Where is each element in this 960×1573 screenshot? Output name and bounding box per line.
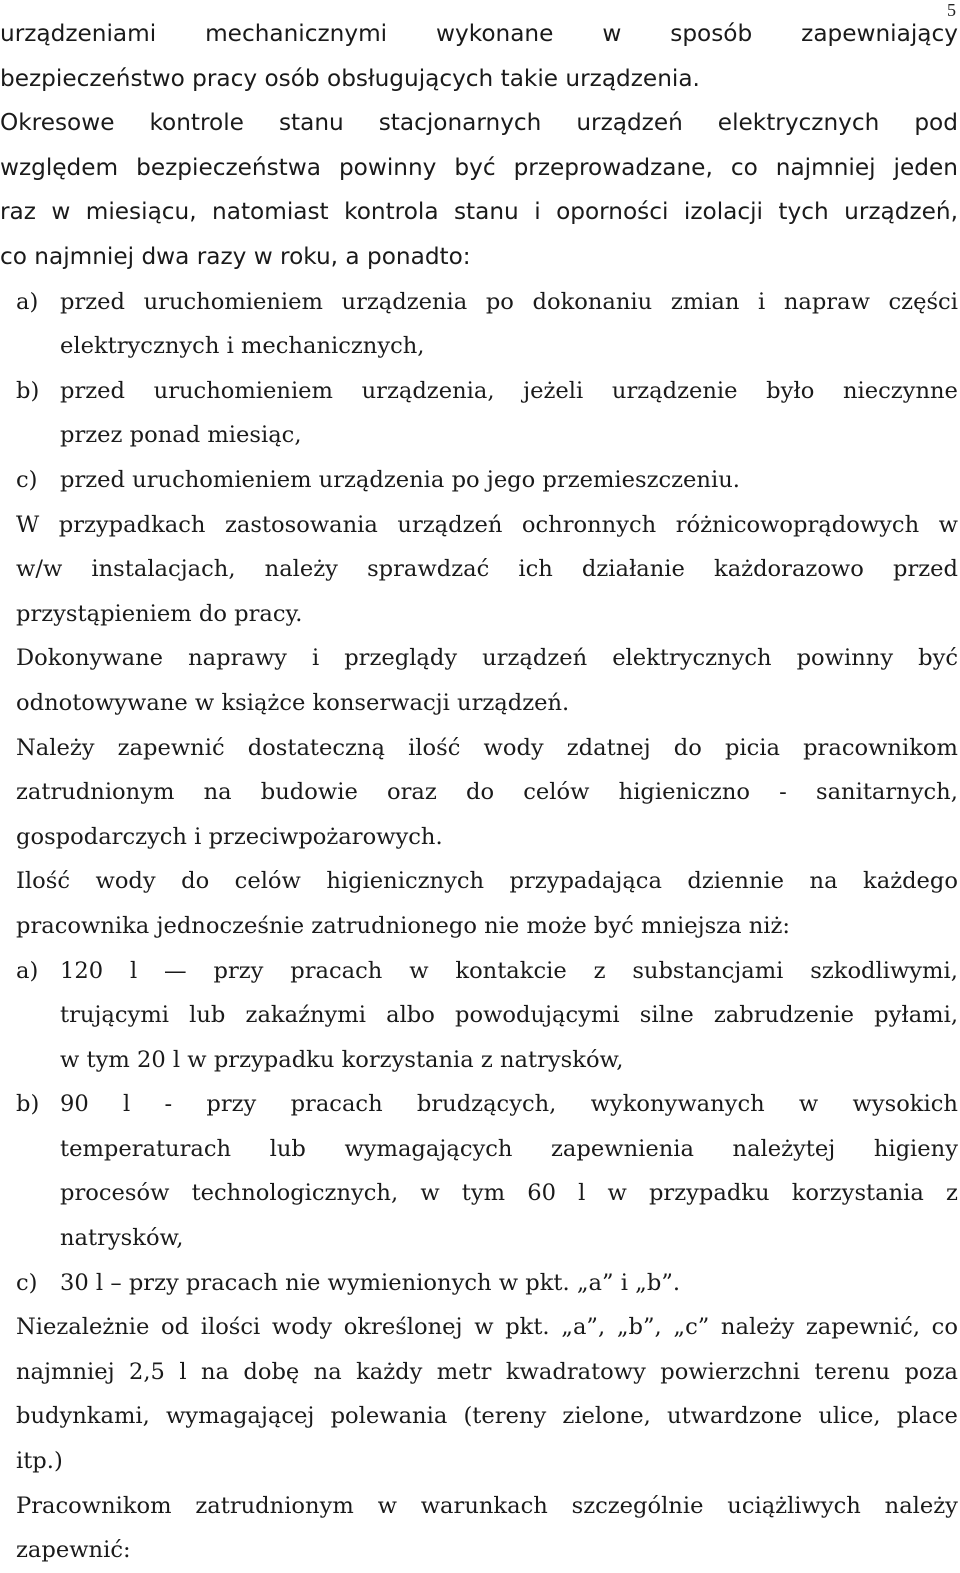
word: 90 bbox=[60, 1091, 89, 1118]
word: jeżeli bbox=[523, 377, 584, 404]
word: i bbox=[311, 645, 320, 672]
word: przeglądy bbox=[344, 645, 458, 672]
text-line bbox=[0, 146, 958, 191]
text-line bbox=[16, 770, 958, 815]
word: było bbox=[766, 377, 815, 404]
word: wymagających bbox=[344, 1135, 513, 1162]
word: powodującymi bbox=[455, 1002, 620, 1029]
word: należy bbox=[720, 1314, 795, 1341]
word: przed bbox=[60, 377, 126, 404]
word: określonej bbox=[343, 1314, 463, 1341]
word: celów bbox=[234, 868, 301, 895]
word: poza bbox=[904, 1358, 958, 1385]
list-item bbox=[0, 369, 958, 458]
word: metr bbox=[436, 1358, 492, 1385]
word: pracownikom bbox=[803, 734, 958, 761]
word: brudzących, bbox=[416, 1091, 557, 1118]
word: wymagającej bbox=[165, 1403, 315, 1430]
text-line: bezpieczeństwo pracy osób obsługujących takie urządzenia. bbox=[0, 64, 700, 92]
word: powinny bbox=[796, 645, 894, 672]
serif-section bbox=[0, 280, 958, 1573]
text-line bbox=[16, 726, 958, 771]
word: polewania bbox=[330, 1403, 448, 1430]
sans-section bbox=[0, 12, 958, 280]
text-line: elektrycznych i mechanicznych, bbox=[60, 333, 425, 360]
word: uruchomieniem bbox=[143, 288, 323, 315]
text-line bbox=[16, 1350, 958, 1395]
word: od bbox=[161, 1314, 190, 1341]
list-marker: a) bbox=[16, 957, 39, 984]
word: z bbox=[945, 1180, 958, 1207]
text-line: w tym 20 l w przypadku korzystania z natrysków, bbox=[60, 1046, 624, 1073]
word: oporności bbox=[556, 198, 669, 226]
text-line: przez ponad miesiąc, bbox=[60, 422, 302, 449]
word: szkodliwymi, bbox=[810, 957, 958, 984]
word: części bbox=[888, 288, 958, 315]
word: bezpieczeństwa bbox=[136, 153, 321, 181]
word: zabrudzenie bbox=[713, 1002, 854, 1029]
word: Należy bbox=[16, 734, 95, 761]
text-line bbox=[60, 1082, 958, 1127]
word: 120 bbox=[60, 957, 104, 984]
word: celów bbox=[523, 779, 590, 806]
word: 2,5 bbox=[129, 1358, 165, 1385]
text-line: gospodarczych i przeciwpożarowych. bbox=[16, 823, 443, 850]
text-line: natrysków, bbox=[60, 1225, 184, 1252]
word: co bbox=[730, 153, 758, 181]
word: każdego bbox=[863, 868, 958, 895]
word: technologicznych, bbox=[191, 1180, 399, 1207]
word: do bbox=[181, 868, 210, 895]
word: wysokich bbox=[852, 1091, 958, 1118]
word: albo bbox=[386, 1002, 435, 1029]
word: higienicznych bbox=[326, 868, 485, 895]
word: wody bbox=[95, 868, 156, 895]
word: najmniej bbox=[775, 153, 876, 181]
word: lub bbox=[269, 1135, 306, 1162]
text-line bbox=[16, 547, 958, 592]
word: zielone, bbox=[562, 1403, 651, 1430]
word: kontrole bbox=[149, 109, 244, 137]
list-item bbox=[0, 949, 958, 1083]
word: przed bbox=[892, 556, 958, 583]
list-marker: b) bbox=[16, 1091, 40, 1118]
word: pyłami, bbox=[874, 1002, 958, 1029]
word: tych bbox=[778, 198, 829, 226]
word: l bbox=[123, 1091, 131, 1118]
word: silne bbox=[639, 1002, 694, 1029]
word: powinny bbox=[338, 153, 437, 181]
word: urządzeń bbox=[576, 109, 683, 137]
word: trującymi bbox=[60, 1002, 169, 1029]
word: „a”, bbox=[561, 1314, 606, 1341]
word: przy bbox=[213, 957, 264, 984]
text-line bbox=[60, 369, 958, 414]
text-line bbox=[0, 12, 958, 57]
word: zastosowania bbox=[224, 511, 378, 538]
word: zapewniający bbox=[801, 20, 958, 47]
text-line bbox=[0, 190, 958, 235]
list-item bbox=[0, 1261, 958, 1306]
word: raz bbox=[0, 198, 36, 226]
text-line: przed uruchomieniem urządzenia po jego przemieszczeniu. bbox=[60, 466, 740, 493]
word: względem bbox=[0, 153, 119, 181]
word: urządzenia bbox=[341, 288, 468, 315]
text-line: 30 l – przy pracach nie wymienionych w pkt. „a” i „b”. bbox=[60, 1269, 681, 1296]
word: w bbox=[798, 1091, 819, 1118]
text-line: przystąpieniem do pracy. bbox=[16, 600, 303, 627]
word: natomiast bbox=[212, 198, 329, 226]
word: dostateczną bbox=[247, 734, 385, 761]
word: przypadku bbox=[648, 1180, 770, 1207]
text-line bbox=[16, 1394, 958, 1439]
list-marker: c) bbox=[16, 466, 38, 493]
text-line: co najmniej dwa razy w roku, a ponadto: bbox=[0, 242, 471, 270]
word: procesów bbox=[60, 1180, 170, 1207]
word: Dokonywane bbox=[16, 645, 164, 672]
word: w bbox=[377, 1492, 397, 1519]
word: napraw bbox=[783, 288, 870, 315]
word: każdorazowo bbox=[714, 556, 864, 583]
word: różnicowoprądowych bbox=[675, 511, 920, 538]
text-line: itp.) bbox=[16, 1448, 63, 1475]
text-line bbox=[60, 1171, 958, 1216]
word: temperaturach bbox=[60, 1135, 232, 1162]
word: pracach bbox=[290, 957, 383, 984]
text-line bbox=[16, 636, 958, 681]
word: zatrudnionym bbox=[16, 779, 175, 806]
word: w bbox=[474, 1314, 494, 1341]
word: co bbox=[931, 1314, 958, 1341]
word: pod bbox=[914, 109, 958, 137]
word: kwadratowy bbox=[505, 1358, 646, 1385]
text-line bbox=[60, 280, 958, 325]
word: terenu bbox=[814, 1358, 891, 1385]
text-line bbox=[60, 1127, 958, 1172]
word: zapewnić, bbox=[805, 1314, 921, 1341]
word: sprawdzać bbox=[367, 556, 490, 583]
word: kontrola bbox=[344, 198, 439, 226]
word: mechanicznymi bbox=[205, 20, 388, 47]
word: ochronnych bbox=[521, 511, 657, 538]
word: ilość bbox=[408, 734, 461, 761]
word: na bbox=[203, 779, 232, 806]
word: w bbox=[420, 1180, 440, 1207]
word: zmian bbox=[670, 288, 740, 315]
word: pkt. bbox=[505, 1314, 550, 1341]
word: wykonane bbox=[436, 20, 554, 47]
list-marker: b) bbox=[16, 377, 40, 404]
word: substancjami bbox=[632, 957, 784, 984]
word: wykonywanych bbox=[590, 1091, 765, 1118]
word: zapewnienia bbox=[551, 1135, 694, 1162]
word: szczególnie bbox=[571, 1492, 704, 1519]
list-item bbox=[0, 458, 958, 503]
list-item bbox=[0, 1082, 958, 1260]
word: dziennie bbox=[687, 868, 785, 895]
word: kontakcie bbox=[455, 957, 567, 984]
word: naprawy bbox=[188, 645, 287, 672]
word: stacjonarnych bbox=[378, 109, 542, 137]
word: przeprowadzane, bbox=[513, 153, 713, 181]
word: być bbox=[454, 153, 496, 181]
text-line: zapewnić: bbox=[16, 1537, 131, 1564]
word: jeden bbox=[893, 153, 958, 181]
list-item bbox=[0, 280, 958, 369]
word: w bbox=[938, 511, 958, 538]
word: - bbox=[164, 1091, 173, 1118]
word: izolacji bbox=[683, 198, 763, 226]
list-marker: c) bbox=[16, 1269, 38, 1296]
word: „c” bbox=[673, 1314, 710, 1341]
word: Niezależnie bbox=[16, 1314, 150, 1341]
list-marker: a) bbox=[16, 288, 39, 315]
word: działanie bbox=[581, 556, 685, 583]
word: budowie bbox=[260, 779, 358, 806]
word: w/w bbox=[16, 556, 63, 583]
word: - bbox=[779, 779, 787, 806]
word: Ilość bbox=[16, 868, 71, 895]
word: elektrycznych bbox=[717, 109, 880, 137]
word: urządzeń, bbox=[844, 198, 958, 226]
word: l bbox=[179, 1358, 187, 1385]
word: urządzeń bbox=[482, 645, 588, 672]
word: picia bbox=[724, 734, 780, 761]
word: należy bbox=[884, 1492, 958, 1519]
word: higieniczno bbox=[618, 779, 750, 806]
word: po bbox=[485, 288, 514, 315]
word: ich bbox=[518, 556, 553, 583]
word: elektrycznych bbox=[612, 645, 772, 672]
word: przed bbox=[60, 288, 126, 315]
word: i bbox=[757, 288, 766, 315]
word: nieczynne bbox=[842, 377, 958, 404]
word: na bbox=[200, 1358, 229, 1385]
word: najmniej bbox=[16, 1358, 115, 1385]
word: zakaźnymi bbox=[245, 1002, 366, 1029]
word: oraz bbox=[387, 779, 437, 806]
word: stanu bbox=[278, 109, 344, 137]
word: w bbox=[409, 957, 429, 984]
word: dokonaniu bbox=[532, 288, 653, 315]
text-line: odnotowywane w książce konserwacji urządzeń. bbox=[16, 689, 570, 716]
word: l bbox=[578, 1180, 586, 1207]
word: 60 bbox=[527, 1180, 556, 1207]
text-line bbox=[60, 949, 958, 994]
word: uruchomieniem bbox=[153, 377, 333, 404]
word: i bbox=[534, 198, 541, 226]
word: budynkami, bbox=[16, 1403, 150, 1430]
word: urządzeniami bbox=[0, 20, 157, 47]
word: higieny bbox=[873, 1135, 958, 1162]
word: urządzenia, bbox=[361, 377, 495, 404]
word: z bbox=[593, 957, 606, 984]
word: należytej bbox=[732, 1135, 836, 1162]
word: tym bbox=[461, 1180, 506, 1207]
word: sanitarnych, bbox=[815, 779, 958, 806]
word: l bbox=[129, 957, 138, 984]
word: instalacjach, bbox=[91, 556, 236, 583]
text-line bbox=[16, 1484, 958, 1529]
word: zapewnić bbox=[117, 734, 225, 761]
word: przy bbox=[206, 1091, 257, 1118]
word: wody bbox=[271, 1314, 333, 1341]
word: dobę bbox=[243, 1358, 300, 1385]
word: uciążliwych bbox=[727, 1492, 861, 1519]
word: Okresowe bbox=[0, 109, 115, 137]
text-line bbox=[60, 993, 958, 1038]
word: być bbox=[918, 645, 958, 672]
word: lub bbox=[189, 1002, 226, 1029]
word: w bbox=[51, 198, 71, 226]
word: utwardzone bbox=[667, 1403, 803, 1430]
word: w bbox=[602, 20, 622, 47]
word: ilości bbox=[200, 1314, 261, 1341]
word: urządzeń bbox=[397, 511, 503, 538]
word: w bbox=[607, 1180, 627, 1207]
page-number: 5 bbox=[947, 0, 956, 20]
word: korzystania bbox=[791, 1180, 924, 1207]
text-line bbox=[16, 1305, 958, 1350]
word: powierzchni bbox=[660, 1358, 800, 1385]
word: W bbox=[16, 511, 40, 538]
word: przypadkach bbox=[58, 511, 206, 538]
word: „b”, bbox=[616, 1314, 662, 1341]
word: stanu bbox=[453, 198, 519, 226]
word: — bbox=[164, 957, 187, 984]
word: place bbox=[896, 1403, 958, 1430]
text-line bbox=[16, 859, 958, 904]
word: zatrudnionym bbox=[195, 1492, 354, 1519]
word: miesiącu, bbox=[85, 198, 197, 226]
word: warunkach bbox=[420, 1492, 548, 1519]
text-line bbox=[16, 503, 958, 548]
word: należy bbox=[264, 556, 338, 583]
word: każdy bbox=[356, 1358, 423, 1385]
word: na bbox=[809, 868, 838, 895]
word: urządzenie bbox=[611, 377, 738, 404]
word: Pracownikom bbox=[16, 1492, 172, 1519]
word: ulice, bbox=[818, 1403, 881, 1430]
word: przypadająca bbox=[509, 868, 662, 895]
word: pracach bbox=[290, 1091, 383, 1118]
text-line bbox=[0, 101, 958, 146]
word: zdatnej bbox=[566, 734, 651, 761]
word: na bbox=[313, 1358, 342, 1385]
word: do bbox=[465, 779, 495, 806]
word: sposób bbox=[670, 20, 753, 47]
word: wody bbox=[483, 734, 544, 761]
word: (tereny bbox=[463, 1403, 547, 1430]
word: do bbox=[673, 734, 702, 761]
text-line: pracownika jednocześnie zatrudnionego nie może być mniejsza niż: bbox=[16, 912, 791, 939]
